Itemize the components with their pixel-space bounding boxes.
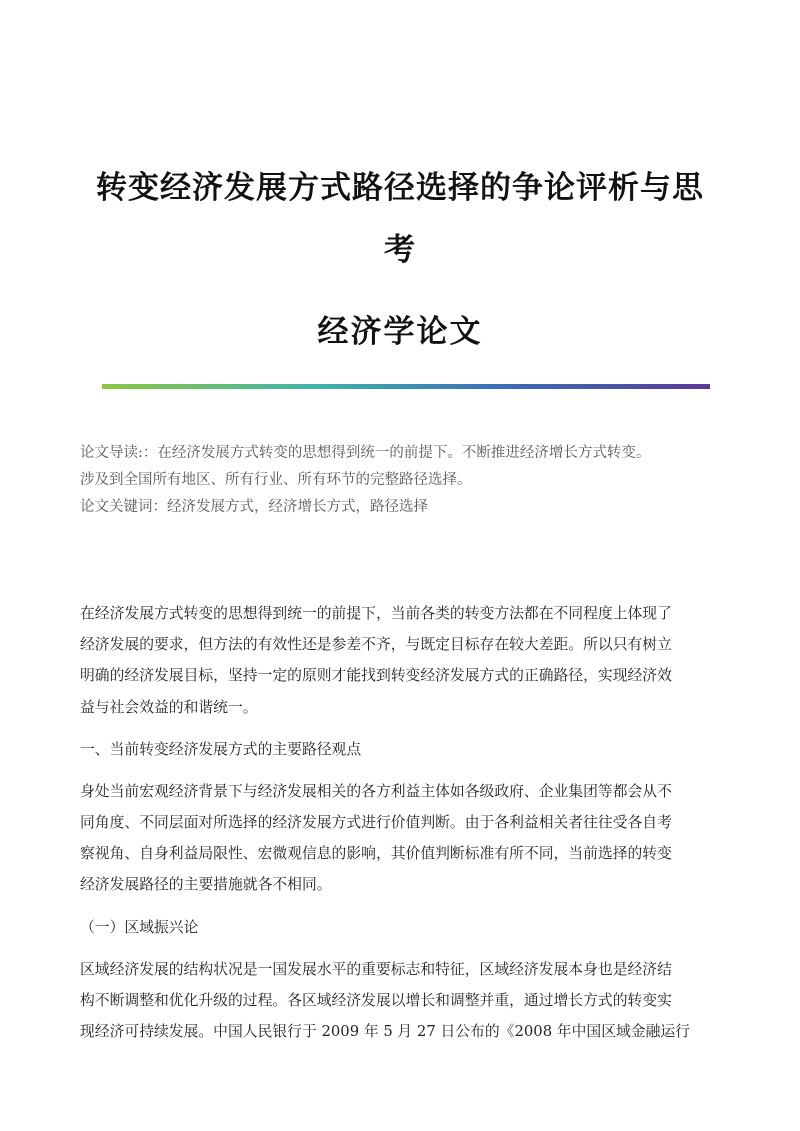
paragraph-line: 察视角、自身利益局限性、宏微观信息的影响，其价值判断标准有所不同，当前选择的转变 bbox=[80, 845, 672, 863]
abstract-block bbox=[80, 440, 720, 521]
document-subtitle: 经济学论文 bbox=[317, 314, 483, 350]
paragraph-line: 经济发展的要求，但方法的有效性还是参差不齐，与既定目标存在较大差距。所以只有树立 bbox=[80, 636, 672, 654]
paragraph bbox=[80, 776, 720, 901]
paragraph-line: 在经济发展方式转变的思想得到统一的前提下，当前各类的转变方法都在不同程度上体现了 bbox=[80, 605, 672, 622]
subsection-heading: （一）区域振兴论 bbox=[80, 918, 199, 936]
paragraph-line: 身处当前宏观经济背景下与经济发展相关的各方利益主体如各级政府、企业集团等都会从不 bbox=[80, 782, 672, 800]
paragraph bbox=[80, 598, 720, 723]
gradient-divider bbox=[102, 384, 710, 389]
paragraph-line: 益与社会效益的和谐统一。 bbox=[80, 698, 258, 716]
paragraph-line: 明确的经济发展目标，坚持一定的原则才能找到转变经济发展方式的正确路径，实现经济效 bbox=[80, 667, 672, 685]
paragraph-line: 现经济可持续发展。中国人民银行于 2009 年 5 月 27 日公布的《2008 年中国区域金融运行 bbox=[80, 1023, 690, 1041]
section-heading: 一、当前转变经济发展方式的主要路径观点 bbox=[80, 740, 362, 758]
document-body bbox=[80, 598, 720, 1047]
paragraph-line: 经济发展路径的主要措施就各不相同。 bbox=[80, 876, 332, 894]
document-title-line2: 考 bbox=[384, 232, 416, 268]
paragraph bbox=[80, 954, 720, 1048]
keywords-line: 论文关键词：经济发展方式，经济增长方式，路径选择 bbox=[80, 499, 428, 515]
abstract-line: 论文导读:：在经济发展方式转变的思想得到统一的前提下。不断推进经济增长方式转变。 bbox=[80, 445, 651, 461]
paragraph-line: 同角度、不同层面对所选择的经济发展方式进行价值判断。由于各利益相关者往往受各自考 bbox=[80, 814, 672, 832]
document-title-line1: 转变经济发展方式路径选择的争论评析与思 bbox=[96, 170, 704, 206]
abstract-line: 涉及到全国所有地区、所有行业、所有环节的完整路径选择。 bbox=[80, 472, 472, 488]
paragraph-line: 构不断调整和优化升级的过程。各区域经济发展以增长和调整并重，通过增长方式的转变实 bbox=[80, 991, 672, 1009]
paragraph-line: 区域经济发展的结构状况是一国发展水平的重要标志和特征，区域经济发展本身也是经济结 bbox=[80, 960, 672, 978]
